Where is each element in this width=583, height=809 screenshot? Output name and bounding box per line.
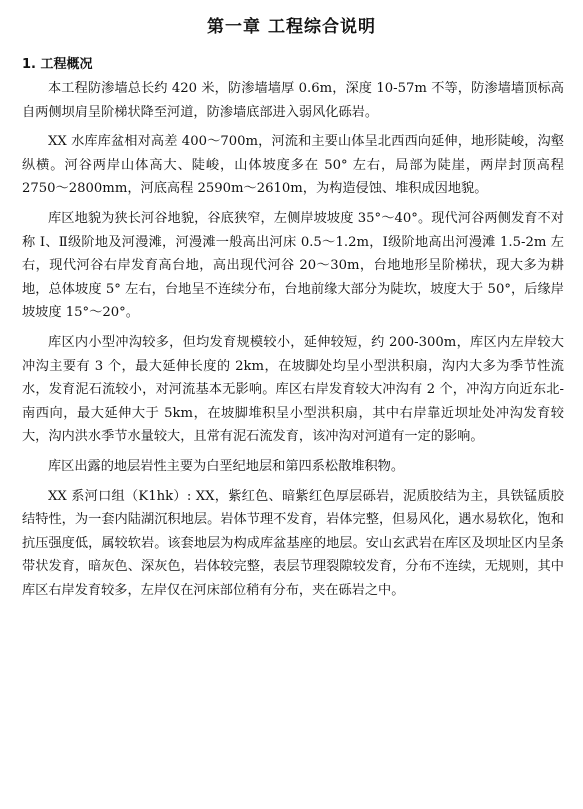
- paragraph-landform: 库区地貌为狭长河谷地貌，谷底狭窄，左侧岸坡坡度 35°～40°。现代河谷两侧发育不对称 Ⅰ、Ⅱ级阶地及河漫滩，河漫滩一般高出河床 0.5～1.2m，Ⅰ级阶地高出河漫滩 1.5-2m 左右，现代河谷右岸发育高台地，高出现代河谷 20～30m，台地地形呈阶梯状，现大多为耕地，总体坡度 5° 左右，台地呈不连续分布，台地前缘大部分为陡坎，坡度大于 50°，后缘岸坡坡度 15°～20°。: [22, 210, 564, 321]
- document-body: [22, 77, 564, 608]
- paragraph-gullies: 库区内小型冲沟较多，但均发育规模较小，延伸较短，约 200-300m，库区内左岸较大冲沟主要有 3 个，最大延伸长度的 2km，在坡脚处均呈小型洪积扇，沟内大多为季节性流水，发育泥石流较小，对河流基本无影响。库区右岸发育较大冲沟有 2 个，冲沟方向近东北-南西向，最大延伸大于 5km，在坡脚堆积呈小型洪积扇，其中右岸靠近坝址处冲沟发育较大，沟内洪水季节水量较大，且常有泥石流发育，该冲沟对河道有一定的影响。: [22, 334, 564, 445]
- chapter-title: 第一章 工程综合说明: [207, 17, 376, 37]
- paragraph-formation[interactable]: XX 系河口组（K1hk）: XX，紫红色、暗紫红色厚层砾岩，泥质胶结为主，具铁锰质胶结特性，为一套内陆湖沉积地层。岩体节理不发育，岩体完整，但易风化，遇水易软化，饱和抗压强度低，属较软岩。该套地层为构成库盆基座的地层。安山玄武岩在库区及坝址区内呈条带状发育，暗灰色、深灰色，岩体较完整，表层节理裂隙较发育，分布不连续，无规则，其中库区右岸发育较多，左岸仅在河床部位稍有分布，夹在砾岩之中。: [22, 488, 564, 598]
- paragraph-overview: 本工程防渗墙总长约 420 米，防渗墙墙厚 0.6m，深度 10-57m 不等，防渗墙墙顶标高自两侧坝肩呈阶梯状降至河道，防渗墙底部进入弱风化砾岩。: [22, 81, 564, 120]
- section-heading: 1. 工程概况: [22, 57, 93, 72]
- paragraph-strata-intro: 库区出露的地层岩性主要为白垩纪地层和第四系松散堆积物。: [48, 458, 405, 474]
- paragraph-reservoir-relief: XX 水库库盆相对高差 400～700m，河流和主要山体呈北西西向延伸，地形陡峻，沟壑纵横。河谷两岸山体高大、陡峻，山体坡度多在 50° 左右，局部为陡崖，两岸封顶高程 2750～2800mm，河底高程 2590m～2610m，为构造侵蚀、堆积成因地貌。: [22, 134, 564, 197]
